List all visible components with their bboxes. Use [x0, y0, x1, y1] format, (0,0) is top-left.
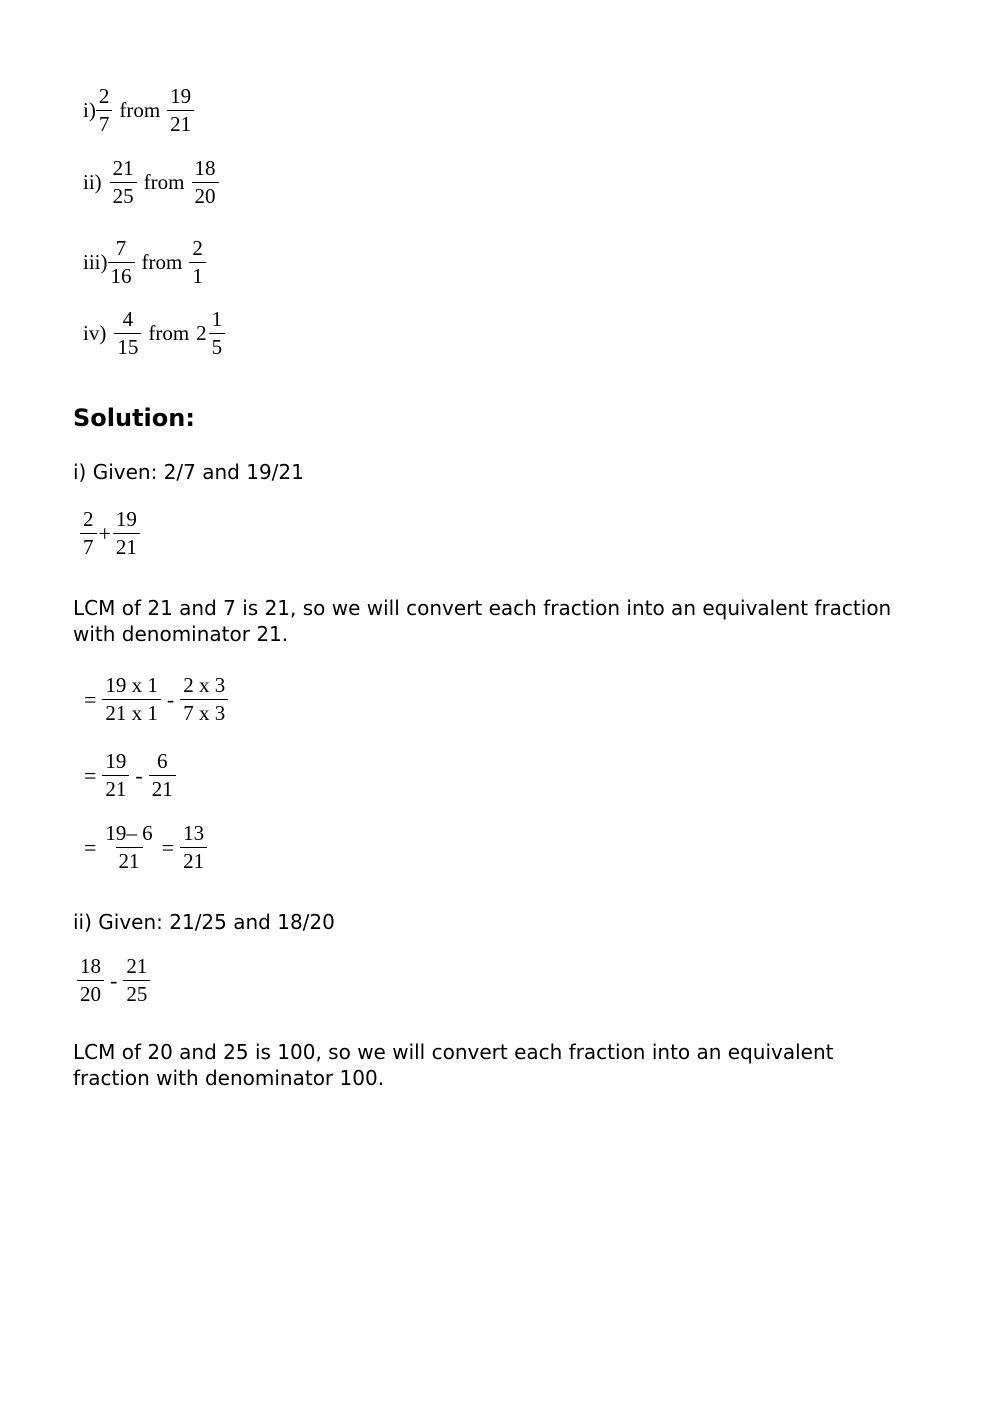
numerator: 21: [126, 954, 148, 978]
fraction: [102, 823, 155, 872]
denominator: 15: [114, 333, 141, 358]
numerator: 19– 6: [105, 821, 153, 845]
from-word: from: [148, 321, 190, 345]
denominator: 16: [108, 262, 135, 287]
from-word: from: [119, 98, 161, 122]
numerator: 2 x 3: [183, 673, 226, 697]
denominator: 21: [180, 847, 207, 872]
fraction: [77, 956, 104, 1005]
question-label: ii): [83, 170, 102, 194]
numerator: 13: [183, 821, 205, 845]
from-word: from: [141, 250, 183, 274]
step-1: [84, 675, 228, 724]
denominator: 21: [167, 110, 194, 135]
fraction: [110, 158, 137, 207]
fraction: [114, 309, 141, 358]
denominator: 5: [209, 333, 226, 358]
lcm-explanation-2: LCM of 20 and 25 is 100, so we will convert each fraction into an equivalent fraction with denominator 100.: [73, 1040, 834, 1090]
denominator: 21: [116, 847, 143, 872]
solution-heading: Solution:: [73, 404, 195, 432]
given-statement-1: i) Given: 2/7 and 19/21: [73, 460, 304, 484]
numerator: 6: [157, 749, 168, 773]
fraction: [167, 86, 194, 135]
given-statement-2: ii) Given: 21/25 and 18/20: [73, 910, 335, 934]
step-3: [84, 823, 207, 872]
denominator: 21: [113, 533, 140, 558]
fraction: [108, 238, 135, 287]
numerator: 19: [105, 749, 127, 773]
denominator: 7: [80, 533, 97, 558]
plus-sign: +: [98, 520, 111, 546]
question-label: iii): [83, 250, 108, 274]
numerator: 19: [170, 84, 192, 108]
fraction: [180, 823, 207, 872]
numerator: 19: [115, 507, 137, 531]
equals-sign: =: [84, 686, 97, 712]
numerator: 4: [122, 307, 134, 331]
question-1: [83, 86, 194, 135]
fraction: [189, 238, 206, 287]
question-label: i): [83, 98, 96, 122]
fraction: [149, 751, 176, 800]
equals-sign: =: [84, 834, 97, 860]
denominator: 25: [123, 980, 150, 1005]
from-word: from: [143, 170, 185, 194]
question-label: iv): [83, 321, 107, 345]
lcm-explanation-1: LCM of 21 and 7 is 21, so we will convert each fraction into an equivalent fraction with denominator 21.: [73, 596, 892, 646]
denominator: 21: [149, 775, 176, 800]
expression-2: [77, 956, 150, 1005]
equals-sign: =: [84, 762, 97, 788]
denominator: 21 x 1: [102, 699, 161, 724]
fraction: [102, 751, 129, 800]
numerator: 2: [98, 84, 110, 108]
fraction: [113, 509, 140, 558]
denominator: 25: [110, 182, 137, 207]
question-3: [83, 238, 206, 287]
fraction: [102, 675, 161, 724]
numerator: 1: [211, 307, 223, 331]
minus-sign: -: [166, 686, 175, 712]
question-4: [83, 309, 225, 358]
denominator: 20: [192, 182, 219, 207]
numerator: 18: [80, 954, 101, 978]
denominator: 7: [96, 110, 113, 135]
denominator: 7 x 3: [180, 699, 228, 724]
question-2: [83, 158, 219, 207]
numerator: 2: [83, 507, 94, 531]
denominator: 21: [102, 775, 129, 800]
step-2: [84, 751, 176, 800]
fraction: [209, 309, 226, 358]
denominator: 20: [77, 980, 104, 1005]
expression-1: [80, 509, 140, 558]
minus-sign: -: [135, 762, 143, 788]
fraction: [123, 956, 150, 1005]
numerator: 7: [115, 236, 127, 260]
numerator: 2: [192, 236, 203, 260]
fraction: [80, 509, 97, 558]
fraction: [180, 675, 228, 724]
equals-sign: =: [161, 834, 175, 860]
minus-sign: -: [110, 967, 118, 993]
numerator: 21: [112, 156, 134, 180]
numerator: 19 x 1: [105, 673, 158, 697]
denominator: 1: [189, 262, 206, 287]
numerator: 18: [194, 156, 216, 180]
fraction: [192, 158, 219, 207]
mixed-number-whole: 2: [196, 321, 207, 345]
fraction: [96, 86, 113, 135]
